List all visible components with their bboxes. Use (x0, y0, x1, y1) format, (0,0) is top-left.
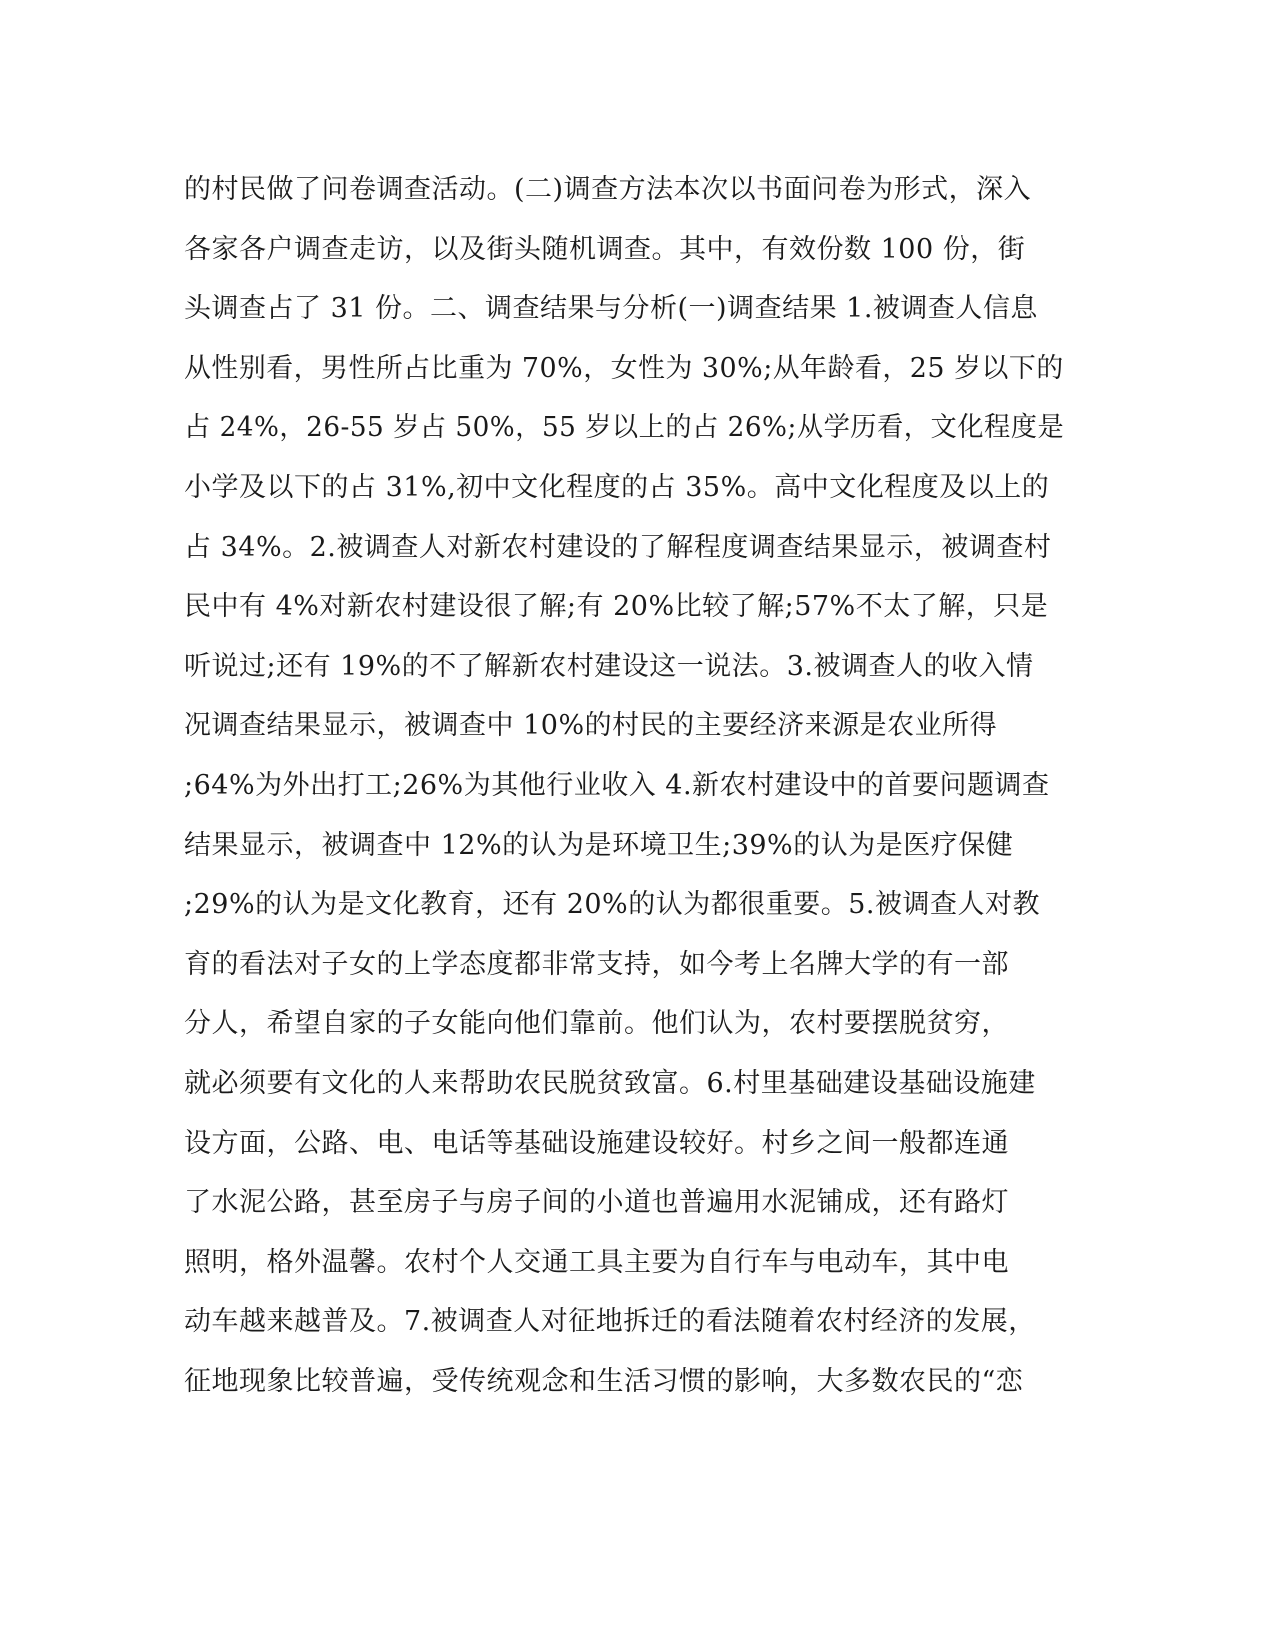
text-line: ;29%的认为是文化教育，还有 20%的认为都很重要。5.被调查人对教 (184, 889, 1040, 921)
text-line: 占 24%，26-55 岁占 50%，55 岁以上的占 26%;从学历看，文化程度是 (184, 412, 1065, 444)
text-line: 小学及以下的占 31%,初中文化程度的占 35%。高中文化程度及以上的 (184, 471, 1050, 503)
text-line: 了水泥公路，甚至房子与房子间的小道也普遍用水泥铺成，还有路灯 (184, 1187, 1009, 1219)
text-line: ;64%为外出打工;26%为其他行业收入 4.新农村建设中的首要问题调查 (184, 769, 1050, 801)
text-line: 设方面，公路、电、电话等基础设施建设较好。村乡之间一般都连通 (184, 1127, 1009, 1159)
body-text (184, 160, 1064, 1411)
text-line: 占 34%。2.被调查人对新农村建设的了解程度调查结果显示，被调查村 (184, 531, 1052, 563)
text-line: 民中有 4%对新农村建设很了解;有 20%比较了解;57%不太了解，只是 (184, 591, 1049, 623)
text-line: 结果显示，被调查中 12%的认为是环境卫生;39%的认为是医疗保健 (184, 829, 1014, 861)
text-line: 动车越来越普及。7.被调查人对征地拆迁的看法随着农村经济的发展， (184, 1306, 1036, 1338)
text-line: 头调查占了 31 份。二、调查结果与分析(一)调查结果 1.被调查人信息 (184, 293, 1038, 325)
text-line: 从性别看，男性所占比重为 70%，女性为 30%;从年龄看，25 岁以下的 (184, 352, 1064, 384)
text-line: 育的看法对子女的上学态度都非常支持，如今考上名牌大学的有一部 (184, 948, 1009, 980)
text-line: 各家各户调查走访，以及街头随机调查。其中，有效份数 100 份，街 (184, 233, 1026, 265)
text-line: 就必须要有文化的人来帮助农民脱贫致富。6.村里基础建设基础设施建 (184, 1067, 1036, 1099)
text-line: 照明，格外温馨。农村个人交通工具主要为自行车与电动车，其中电 (184, 1246, 1009, 1278)
text-line: 分人，希望自家的子女能向他们靠前。他们认为，农村要摆脱贫穷， (184, 1008, 1009, 1040)
text-line: 征地现象比较普遍，受传统观念和生活习惯的影响，大多数农民的“恋 (184, 1365, 1024, 1397)
text-line: 的村民做了问卷调查活动。(二)调查方法本次以书面问卷为形式，深入 (184, 174, 1032, 205)
text-line: 况调查结果显示，被调查中 10%的村民的主要经济来源是农业所得 (184, 710, 998, 742)
text-line: 听说过;还有 19%的不了解新农村建设这一说法。3.被调查人的收入情 (184, 650, 1034, 682)
